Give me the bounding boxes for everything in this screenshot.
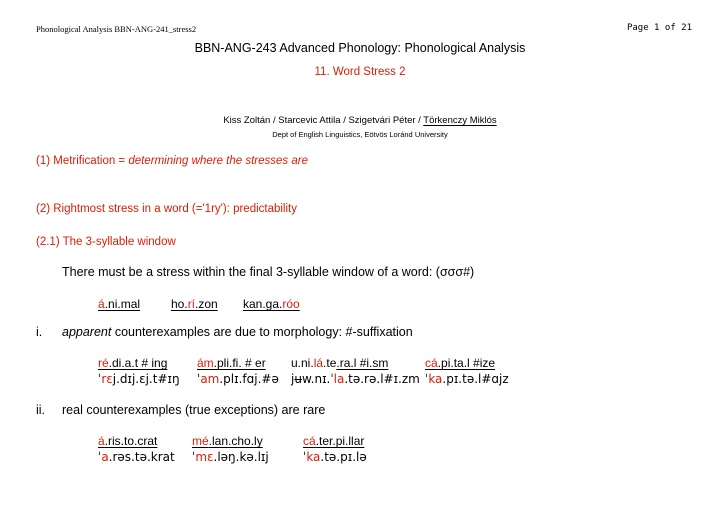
window-rule: There must be a stress within the final 3-syllable window of a word: (σσσ#)	[62, 265, 475, 279]
stressed-syllable: ka	[428, 372, 443, 386]
stress-mark: ˈ	[197, 372, 201, 386]
stressed-syllable: róo	[282, 297, 300, 311]
unstressed-part: j.dɪj.ɛj.t#ɪŋ	[112, 372, 180, 386]
stressed-syllable: ka	[306, 450, 321, 464]
stressed-syllable: cá	[425, 356, 438, 370]
unstressed-part: .ris.to.crat	[104, 434, 158, 448]
stressed-syllable: cá	[303, 434, 316, 448]
ipa-radiating	[98, 372, 180, 386]
example-capitalize	[425, 356, 495, 370]
stress-mark: ˈ	[425, 372, 429, 386]
author-names: Kiss Zoltán / Starcevic Attila / Szigetvári Péter /	[223, 115, 424, 126]
unstressed-part: .pli.fi. # er	[213, 356, 266, 370]
stressed-syllable: ám	[197, 356, 214, 370]
stressed-syllable: rɛ	[101, 372, 113, 386]
unstressed-part: ho.	[171, 297, 188, 311]
unstressed-part: u.ni.	[291, 356, 314, 370]
section-2-heading: (2) Rightmost stress in a word (='1ry'): predictability	[36, 203, 297, 215]
page-number: Page 1 of 21	[626, 23, 692, 33]
lecture-title: 11. Word Stress 2	[314, 66, 406, 78]
item-i-text	[62, 325, 413, 339]
unstressed-part: .te	[323, 356, 337, 370]
example-aristocrat	[98, 434, 157, 448]
unstressed-part: kan.ga.	[243, 297, 283, 311]
course-title: BBN-ANG-243 Advanced Phonology: Phonological Analysis	[194, 41, 526, 55]
author-list	[0, 115, 720, 126]
stressed-syllable: ré	[98, 356, 109, 370]
item-i-emphasis: apparent	[62, 325, 112, 339]
example-horizon	[171, 297, 218, 311]
unstressed-part: .ter.pi.llar	[315, 434, 365, 448]
unstressed-part: .lan.cho.ly	[208, 434, 263, 448]
stress-mark: ˈ	[192, 450, 196, 464]
stressed-syllable: am	[200, 372, 220, 386]
unstressed-part: .ləŋ.kə.lɪj	[213, 450, 269, 464]
unstressed-part: .tə.pɪ.lə	[320, 450, 367, 464]
ipa-melancholy	[192, 450, 269, 464]
ipa-caterpillar	[303, 450, 367, 464]
section-1-label: (1) Metrification =	[36, 155, 129, 167]
example-unilateralism	[291, 356, 388, 370]
unstressed-part: .di.a.t # ing	[108, 356, 168, 370]
ipa-unilateralism	[291, 372, 420, 386]
stressed-syllable: a	[101, 450, 109, 464]
stressed-syllable: lá	[313, 356, 324, 370]
stressed-syllable: rí	[187, 297, 196, 311]
stressed-syllable: mé	[192, 434, 209, 448]
stressed-syllable: la	[333, 372, 345, 386]
unstressed-part: jʉw.nɪ.ˈ	[291, 372, 334, 386]
unstressed-part: .plɪ.fɑj.#ə	[219, 372, 279, 386]
section-2-1-heading: (2.1) The 3-syllable window	[36, 236, 176, 248]
example-kangaroo	[243, 297, 300, 311]
example-amplifier	[197, 356, 266, 370]
stress-mark: ˈ	[98, 372, 102, 386]
unstressed-part: .ni.mal	[104, 297, 141, 311]
example-melancholy	[192, 434, 263, 448]
stress-mark: ˈ	[303, 450, 307, 464]
ipa-capitalize	[425, 372, 509, 386]
unstressed-part: .pi.ta.l #ize	[437, 356, 496, 370]
example-caterpillar	[303, 434, 364, 448]
section-1-heading	[36, 155, 308, 167]
item-ii-text: real counterexamples (true exceptions) are rare	[62, 403, 326, 417]
example-radiating	[98, 356, 167, 370]
example-animal	[98, 297, 140, 311]
author-underlined: Törkenczy Miklós	[423, 115, 497, 126]
unstressed-part-underlined: .ra.l #i.sm	[336, 356, 389, 370]
affiliation: Dept of English Linguistics, Eötvös Loránd University	[272, 130, 448, 139]
unstressed-part: .tə.rə.l#ɪ.zm	[344, 372, 420, 386]
item-ii-number: ii.	[36, 403, 46, 417]
item-i-rest: counterexamples are due to morphology: #-suffixation	[111, 325, 413, 339]
document-id: Phonological Analysis BBN-ANG-241_stress2	[36, 24, 197, 34]
section-1-emphasis: determining where the stresses are	[128, 155, 308, 167]
unstressed-part: .rəs.tə.krat	[108, 450, 175, 464]
stress-mark: ˈ	[98, 450, 102, 464]
unstressed-part: .zon	[195, 297, 218, 311]
unstressed-part: .pɪ.tə.l#ɑjz	[442, 372, 509, 386]
ipa-aristocrat	[98, 450, 175, 464]
stressed-syllable: á	[98, 434, 105, 448]
stressed-syllable: á	[98, 297, 105, 311]
item-i-number: i.	[36, 325, 43, 339]
stressed-syllable: mɛ	[195, 450, 214, 464]
ipa-amplifier	[197, 372, 279, 386]
